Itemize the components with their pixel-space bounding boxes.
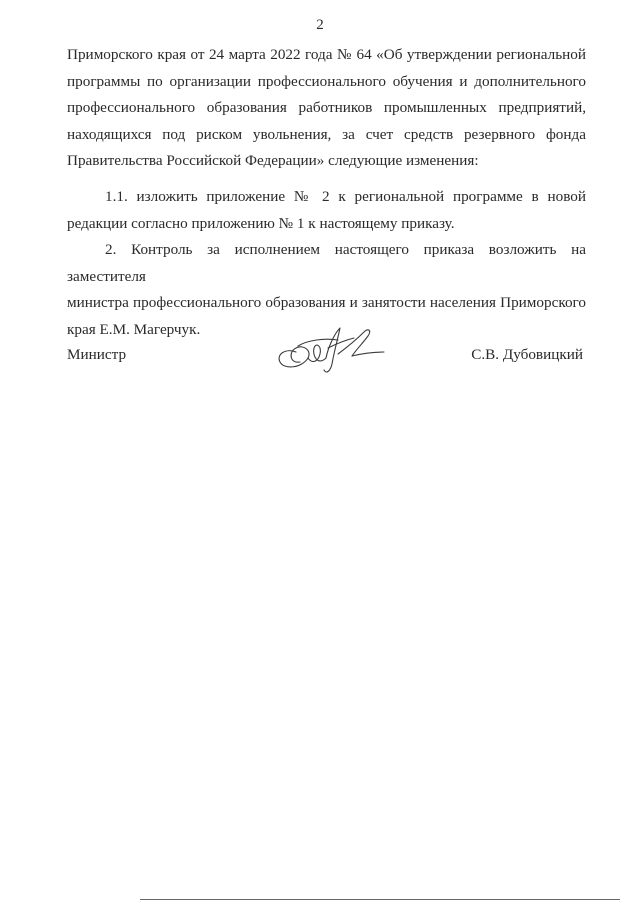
bottom-rule: [140, 899, 620, 900]
paragraph-line: профессионального образования работников промышленных предприятий,: [67, 99, 586, 117]
paragraph-line: Правительства Российской Федерации» следующие изменения:: [67, 152, 479, 170]
paragraph-line: 1.1. изложить приложение № 2 к региональной программе в новой: [105, 188, 586, 205]
paragraph-line: края Е.М. Магерчук.: [67, 320, 201, 338]
paragraph-line: 2. Контроль за исполнением настоящего приказа возложить на заместителя: [67, 241, 586, 285]
position-title: Министр: [67, 346, 127, 363]
paragraph-amendment-intro: [67, 42, 586, 175]
paragraph-line: редакции согласно приложению № 1 к настоящему приказу.: [67, 214, 455, 232]
signer-name: С.В. Дубовицкий: [471, 346, 583, 363]
paragraph-line: министра профессионального образования и занятости населения Приморского: [67, 294, 586, 312]
paragraph-line: находящихся под риском увольнения, за счет средств резервного фонда: [67, 125, 586, 143]
signature-row: [67, 346, 586, 370]
paragraph-line: программы по организации профессионального обучения и дополнительного: [67, 72, 586, 90]
page-number: 2: [316, 17, 324, 33]
paragraph-line: Приморского края от 24 марта 2022 года № 64 «Об утверждении региональной: [67, 46, 586, 63]
paragraph-item-1-1: [67, 184, 586, 237]
